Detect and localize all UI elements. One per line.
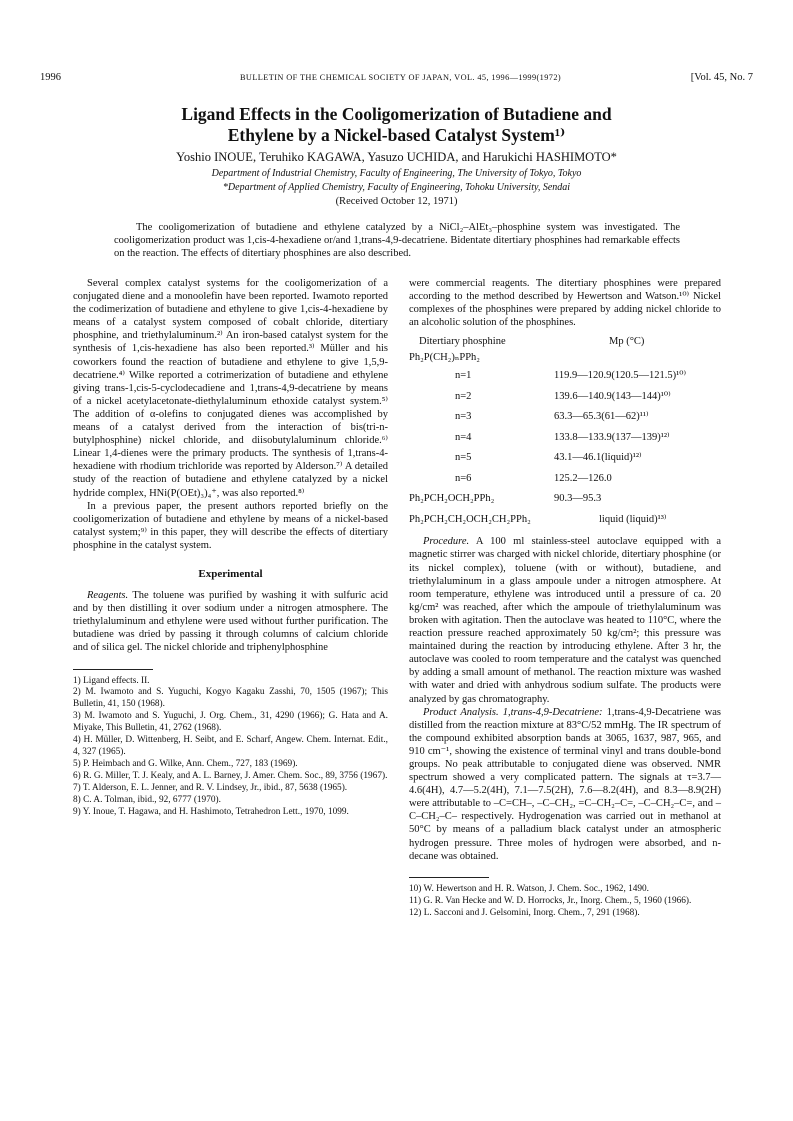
table-row: n=1 119.9—120.9(120.5—121.5)¹⁰⁾ — [455, 370, 687, 382]
footnote: 6) R. G. Miller, T. J. Kealy, and A. L. Barney, J. Amer. Chem. Soc., 89, 3756 (1967). — [73, 770, 388, 781]
analysis-text: 1,trans-4,9-Decatriene was distilled from the reaction mixture at 83°C/52 mmHg. The IR spectrum of the compound exhibited absorption bands at 3065, 1637, 987, 965, and 910 cm⁻¹, showing the existence of terminal vinyl and trans double-bond groups. No peak attributable to conjugated diene was observed. NMR spectrum showed a very complicated pattern. The signals at τ=3.7—4.6(4H), 4.7—5.2(4H), 7.1—7.5(2H), 7.6—8.2(4H), and 8.3—8.9(2H) were attributable to –C=CH–, –C–CH₂, =C–CH₂–C=, –C–CH₂–C=, and –C–CH₂–C– respectively. Hydrogenation was carried out in methanol at 50°C by means of a palladium black catalyst under an atmospheric hydrogen pressure. Three moles of hydrogen were absorbed, and n-decane was obtained. — [409, 706, 722, 862]
page-number: 1996 — [40, 72, 61, 83]
affiliation-1: Department of Industrial Chemistry, Faculty of Engineering, The University of Tokyo, Tokyo — [211, 168, 582, 179]
table-row: n=4 133.8—133.9(137—139)¹²⁾ — [455, 431, 670, 443]
procedure-label: Procedure. — [423, 536, 470, 548]
received-date: (Received October 12, 1971) — [335, 196, 458, 207]
footnote: 12) L. Sacconi and J. Gelsomini, Inorg. Chem., 7, 291 (1968). — [409, 907, 640, 918]
reagents-label: Reagents. — [87, 590, 129, 602]
analysis-label: Product Analysis. — [423, 706, 499, 718]
footnote: 5) P. Heimbach and G. Wilke, Ann. Chem., 727, 183 (1969). — [73, 758, 298, 769]
title-line-1: Ligand Effects in the Cooligomerization of Butadiene and — [181, 104, 612, 124]
footnote: 2) M. Iwamoto and S. Yuguchi, Kogyo Kagaku Zasshi, 70, 1505 (1967); This Bulletin, 41, 150 (1968). — [73, 687, 388, 710]
volume-info: [Vol. 45, No. 7 — [690, 72, 753, 83]
table-row: n=5 43.1—46.1(liquid)¹²⁾ — [455, 452, 642, 464]
footnotes-left — [73, 676, 388, 819]
intro-paragraph-2: In a previous paper, the present authors reported briefly on the cooligomerization of butadiene and ethylene by means of a nickel-based catalyst system;⁹⁾ in this paper, they will describe the effects of ditertiary phosphine in the catalyst system. — [73, 500, 388, 551]
table-row: Ph₂PCH₂CH₂OCH₂CH₂PPh₂ liquid (liquid)¹³⁾ — [409, 513, 667, 525]
table-row: n=2 139.6—140.9(143—144)¹⁰⁾ — [455, 390, 671, 402]
reagents-paragraph — [73, 589, 388, 654]
footnotes-right — [409, 884, 721, 920]
analysis-sublabel: 1,trans-4,9-Decatriene: — [502, 706, 603, 718]
footnote-divider — [73, 669, 153, 670]
table-header-mp: Mp (°C) — [609, 335, 645, 347]
table-row: Ph₂PCH₂OCH₂PPh₂ 90.3—95.3 — [409, 493, 602, 505]
table-group-label: Ph₂P(CH₂)ₙPPh₂ — [409, 351, 480, 363]
running-header — [40, 72, 753, 86]
affiliation-2: *Department of Applied Chemistry, Faculty of Engineering, Tohoku University, Sendai — [222, 182, 571, 193]
procedure-text: A 100 ml stainless-steel autoclave equipped with a magnetic stirrer was charged with nickel chloride, ditertiary phosphine (or its nickel complex), toluene (with or without), butadiene, and triethylaluminum in a glass ampoule under a nitrogen atmosphere. At room temperature, ethylene was introduced until a pressure of ca. 20 kg/cm² was reached, after which the ampoule of triethylaluminum was broken with agitation. Then the autoclave was heated to 110°C, where the reaction pressure reached approximately 50 kg/cm²; this pressure was maintained during the reaction by introducing ethylene. After 3 hr, the autoclave was cooled to room temperature and the catalyst was quenched by adding a small amount of methanol. The reaction mixture was washed with water and dried with anhydrous sodium sulfate. The products were analyzed by gas chromatography. — [409, 536, 722, 705]
intro-paragraph-1: Several complex catalyst systems for the cooligomerization of a conjugated diene and a monoolefin have been reported. Iwamoto reported the codimerization of butadiene and ethylene to give 1,cis-4-hexadiene by means of a catalyst system composed of cobalt chloride, ditertiary phosphine, and triethylaluminum.²⁾ An iron-based catalyst system for the synthesis of 1,cis-hexadiene has also been reported.³⁾ Müller and his coworkers found the reaction of butadiene and ethylene to give 1,5,9-decatriene.⁴⁾ Wilke reported a cotrimerization of butadiene and ethylene giving trans-1,cis-5-cyclodecadiene and 1,trans-4,9-decatriene by means of a nickel acetylacetonate-diethylaluminum ethoxide catalyst system.⁵⁾ The addition of α-olefins to conjugated dienes was accomplished by means of a catalyst derived from the interaction of bis(tri-n-butylphosphine) nickel chloride, and diisobutylaluminum chloride.⁶⁾ Linear 1,4-dienes were the primary products. The synthesis of 1,trans-4-hexadiene with rhodium trichloride was reported by Alderson.⁷⁾ A detailed study of the reaction of butadiene and ethylene catalyzed by a nickel hydride complex, HNi(P(OEt)₃)₄⁺, was also reported.⁸⁾ — [73, 278, 388, 499]
footnote-divider — [409, 877, 489, 878]
paper-title — [100, 104, 693, 146]
table-header — [409, 333, 721, 349]
footnote: 9) Y. Inoue, T. Hagawa, and H. Hashimoto, Tetrahedron Lett., 1970, 1099. — [73, 806, 349, 817]
table-row: n=6 125.2—126.0 — [455, 472, 612, 484]
reagents-text: The toluene was purified by washing it with sulfuric acid and by then distilling it over sodium under a nitrogen atmosphere. The triethylaluminum and ethylene were used without further purification. The butadiene was dried by passing it through columns of calcium chloride and of silica gel. The nickel chloride and triphenylphosphine — [73, 590, 389, 654]
abstract: The cooligomerization of butadiene and ethylene catalyzed by a NiCl₂–AlEt₃–phosphine system was investigated. The cooligomerization product was 1,cis-4-hexadiene or/and 1,trans-4,9-decatriene. Bidentate ditertiary phosphines had remarkable effects on the reaction. The effects of ditertiary phosphines are also described. — [114, 222, 680, 259]
reagents-continued: were commercial reagents. The ditertiary phosphines were prepared according to the method described by Hewertson and Watson.¹⁰⁾ Nickel complexes of the phosphines were prepared by adding nickel chloride to an alcoholic solution of the phosphines. — [409, 278, 721, 329]
procedure-paragraph — [409, 535, 721, 705]
phosphine-table — [409, 333, 721, 529]
footnote: 1) Ligand effects. II. — [73, 675, 150, 686]
title-line-2: Ethylene by a Nickel-based Catalyst System¹⁾ — [227, 125, 566, 145]
section-heading-experimental: Experimental — [198, 567, 263, 580]
right-column — [409, 277, 721, 919]
footnote: 8) C. A. Tolman, ibid., 92, 6777 (1970). — [73, 794, 221, 805]
table-row: n=3 63.3—65.3(61—62)¹¹⁾ — [455, 411, 649, 423]
left-column — [73, 277, 388, 818]
footnote: 10) W. Hewertson and H. R. Watson, J. Chem. Soc., 1962, 1490. — [409, 883, 650, 894]
footnote: 4) H. Müller, D. Wittenberg, H. Seibt, and E. Scharf, Angew. Chem. Internat. Edit., 4, 327 (1965). — [73, 735, 388, 757]
footnote: 7) T. Alderson, E. L. Jenner, and R. V. Lindsey, Jr., ibid., 87, 5638 (1965). — [73, 782, 348, 793]
author-list: Yoshio INOUE, Teruhiko KAGAWA, Yasuzo UCHIDA, and Harukichi HASHIMOTO* — [176, 150, 617, 164]
footnote: 3) M. Iwamoto and S. Yuguchi, J. Org. Chem., 31, 4290 (1966); G. Hata and A. Miyake, This Bulletin, 41, 2762 (1968). — [73, 711, 388, 734]
journal-name: BULLETIN OF THE CHEMICAL SOCIETY OF JAPAN, VOL. 45, 1996—1999(1972) — [240, 73, 562, 82]
table-header-phosphine: Ditertiary phosphine — [419, 335, 506, 347]
analysis-paragraph — [409, 706, 721, 863]
footnote: 11) G. R. Van Hecke and W. D. Horrocks, Jr., Inorg. Chem., 5, 1960 (1966). — [409, 895, 692, 906]
